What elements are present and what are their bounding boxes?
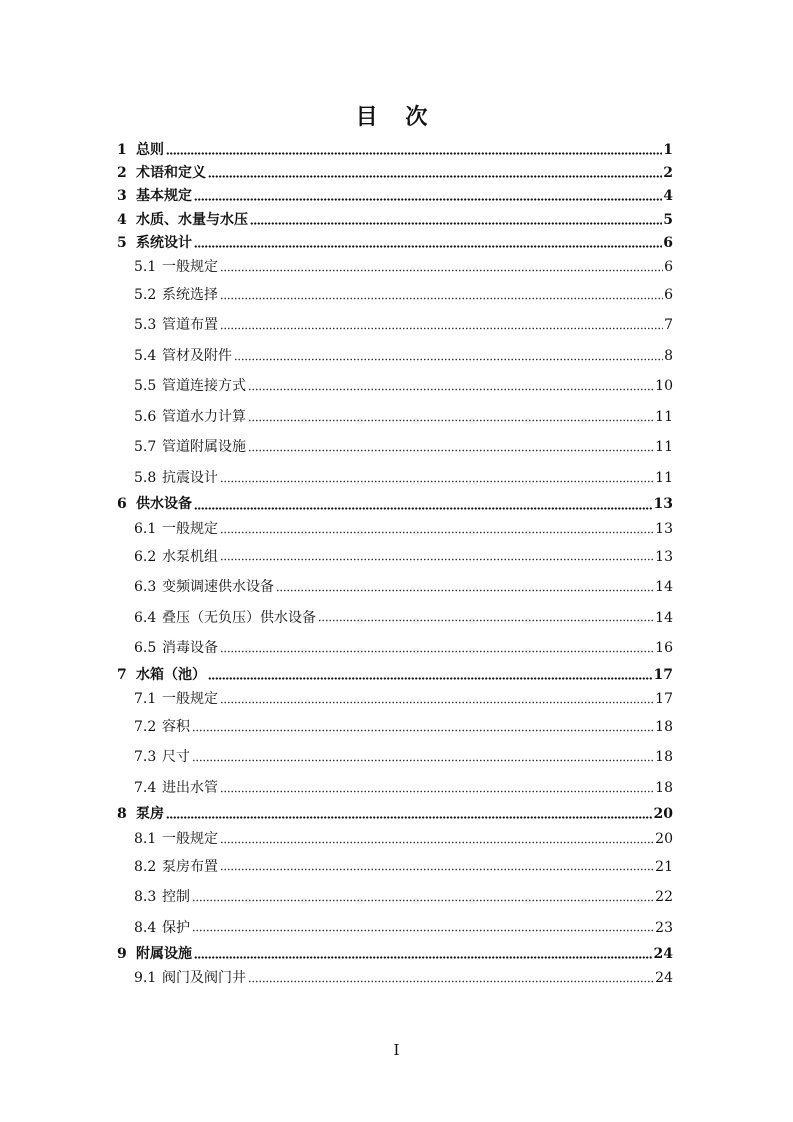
toc-page-number: 2: [663, 165, 673, 182]
dot-leader: [248, 443, 654, 452]
toc-page-number: 5: [663, 211, 673, 228]
toc-page-number: 8: [664, 347, 673, 364]
toc-entry-number: 5.3: [134, 317, 157, 334]
toc-chapter-row[interactable]: [117, 185, 673, 208]
toc-entry-title: 水箱（池）: [136, 666, 206, 683]
toc-page-number: 20: [655, 830, 673, 847]
toc-chapter-row[interactable]: [117, 803, 673, 826]
dot-leader: [276, 583, 654, 592]
toc-entry-title: 一般规定: [162, 520, 218, 537]
toc-entry-number: 9: [117, 946, 127, 962]
toc-page-number: 7: [664, 317, 673, 334]
table-of-contents: [117, 139, 673, 991]
toc-section-row[interactable]: [117, 827, 673, 852]
toc-entry-number: 6.4: [134, 609, 157, 626]
toc-page-number: 18: [655, 779, 673, 796]
dot-leader: [220, 321, 663, 330]
dot-leader: [192, 723, 654, 732]
toc-page-number: 16: [655, 640, 673, 657]
toc-entry-number: 8: [117, 806, 127, 823]
toc-entry-number: 9.1: [134, 970, 157, 987]
toc-entry-number: 6: [117, 496, 127, 513]
toc-chapter-row[interactable]: [117, 943, 673, 966]
toc-entry-title: 一般规定: [162, 258, 218, 275]
dot-leader: [248, 382, 654, 391]
toc-chapter-row[interactable]: [117, 493, 673, 516]
toc-section-row[interactable]: [117, 687, 673, 712]
toc-entry-title: 控制: [162, 889, 190, 905]
toc-page-number: 13: [653, 496, 673, 513]
dot-leader: [166, 810, 653, 819]
toc-entry-number: 8.1: [134, 830, 157, 847]
toc-entry-title: 叠压（无负压）供水设备: [162, 609, 316, 626]
toc-entry-number: 7.1: [134, 690, 157, 707]
toc-entry-title: 泵房布置: [162, 858, 218, 875]
toc-entry-number: 2: [117, 165, 127, 182]
toc-section-row[interactable]: [117, 603, 673, 634]
toc-entry-number: 5.5: [134, 378, 157, 395]
toc-entry-title: 水质、水量与水压: [136, 211, 248, 228]
toc-entry-title: 管材及附件: [162, 347, 232, 364]
toc-section-row[interactable]: [117, 882, 673, 913]
toc-section-row[interactable]: [117, 280, 673, 311]
toc-page-number: 11: [655, 408, 673, 425]
dot-leader: [220, 291, 663, 300]
toc-entry-title: 抗震设计: [162, 469, 218, 486]
toc-entry-title: 基本规定: [136, 188, 192, 205]
toc-section-row[interactable]: [117, 572, 673, 603]
toc-entry-title: 管道水力计算: [162, 408, 246, 425]
toc-section-row[interactable]: [117, 966, 673, 991]
dot-leader: [194, 239, 662, 248]
toc-page-number: 14: [655, 579, 673, 596]
toc-entry-number: 5.1: [134, 258, 157, 275]
toc-section-row[interactable]: [117, 773, 673, 804]
dot-leader: [220, 695, 654, 704]
toc-page-number: 23: [655, 919, 673, 936]
toc-entry-title: 供水设备: [136, 496, 192, 513]
toc-entry-number: 6.5: [134, 640, 157, 657]
dot-leader: [208, 671, 653, 680]
dot-leader: [208, 169, 662, 178]
toc-chapter-row[interactable]: [117, 139, 673, 162]
toc-page-number: 18: [655, 718, 673, 735]
toc-page-number: 21: [655, 858, 673, 875]
toc-page-number: 14: [655, 609, 673, 626]
toc-section-row[interactable]: [117, 542, 673, 573]
toc-page-number: 13: [655, 520, 673, 537]
toc-entry-number: 8.4: [134, 919, 157, 936]
toc-entry-number: 5.6: [134, 408, 157, 425]
toc-entry-number: 3: [117, 188, 127, 205]
page-number-footer: I: [393, 1041, 400, 1059]
toc-page-number: 1: [663, 142, 673, 158]
dot-leader: [220, 644, 654, 653]
toc-section-row[interactable]: [117, 371, 673, 402]
dot-leader: [192, 923, 654, 932]
toc-entry-title: 尺寸: [162, 749, 190, 766]
toc-page-number: 17: [653, 666, 673, 683]
dot-leader: [220, 552, 654, 561]
toc-section-row[interactable]: [117, 432, 673, 463]
toc-entry-number: 5.4: [134, 347, 157, 364]
toc-entry-title: 术语和定义: [136, 165, 206, 182]
toc-entry-number: 7: [117, 666, 127, 683]
toc-entry-title: 管道连接方式: [162, 378, 246, 395]
toc-entry-title: 管道附属设施: [162, 439, 246, 456]
toc-entry-number: 5: [117, 234, 127, 251]
toc-entry-number: 8.2: [134, 858, 157, 875]
dot-leader: [220, 862, 654, 871]
dot-leader: [250, 216, 662, 225]
toc-entry-number: 6.3: [134, 579, 157, 596]
dot-leader: [192, 893, 654, 902]
toc-section-row[interactable]: [117, 742, 673, 773]
dot-leader: [220, 835, 654, 844]
toc-entry-number: 4: [117, 211, 127, 228]
toc-entry-title: 管道布置: [162, 317, 218, 334]
toc-entry-title: 总则: [136, 142, 164, 158]
dot-leader: [220, 263, 663, 272]
toc-section-row[interactable]: [117, 341, 673, 372]
toc-entry-number: 8.3: [134, 889, 157, 905]
toc-entry-number: 5.7: [134, 439, 157, 456]
toc-entry-title: 附属设施: [136, 946, 192, 962]
dot-leader: [194, 192, 662, 201]
toc-chapter-row[interactable]: [117, 664, 673, 687]
dot-leader: [248, 974, 654, 983]
toc-page-number: 22: [655, 889, 673, 905]
toc-page-number: 20: [653, 806, 673, 823]
toc-section-row[interactable]: [117, 712, 673, 743]
dot-leader: [234, 352, 663, 361]
toc-entry-number: 7.3: [134, 749, 157, 766]
toc-entry-title: 阀门及阀门井: [162, 970, 246, 987]
dot-leader: [194, 501, 653, 510]
toc-section-row[interactable]: [117, 852, 673, 883]
dot-leader: [194, 950, 653, 959]
toc-section-row[interactable]: [117, 633, 673, 664]
toc-entry-number: 1: [117, 142, 127, 158]
toc-page-number: 24: [653, 946, 673, 962]
toc-page-number: 11: [655, 439, 673, 456]
toc-entry-number: 6.1: [134, 520, 157, 537]
toc-page-number: 11: [655, 469, 673, 486]
toc-chapter-row[interactable]: [117, 162, 673, 185]
toc-page-number: 18: [655, 749, 673, 766]
toc-chapter-row[interactable]: [117, 209, 673, 232]
toc-entry-number: 7.4: [134, 779, 157, 796]
toc-section-row[interactable]: [117, 517, 673, 542]
toc-section-row[interactable]: [117, 913, 673, 944]
page-title: 目 次: [355, 104, 438, 130]
toc-entry-title: 水泵机组: [162, 548, 218, 565]
toc-page-number: 10: [655, 378, 673, 395]
toc-page-number: 4: [663, 188, 673, 205]
dot-leader: [220, 474, 654, 483]
dot-leader: [220, 525, 654, 534]
toc-page-number: 24: [655, 970, 673, 987]
toc-entry-title: 保护: [162, 919, 190, 936]
toc-entry-number: 7.2: [134, 718, 157, 735]
toc-section-row[interactable]: [117, 463, 673, 494]
toc-chapter-row[interactable]: [117, 232, 673, 255]
toc-entry-title: 变频调速供水设备: [162, 579, 274, 596]
dot-leader: [318, 613, 654, 622]
toc-entry-number: 6.2: [134, 548, 157, 565]
toc-entry-title: 容积: [162, 718, 190, 735]
toc-entry-number: 5.2: [134, 286, 157, 303]
toc-entry-number: 5.8: [134, 469, 157, 486]
toc-entry-title: 消毒设备: [162, 640, 218, 657]
toc-entry-title: 系统选择: [162, 286, 218, 303]
toc-entry-title: 一般规定: [162, 830, 218, 847]
toc-entry-title: 一般规定: [162, 690, 218, 707]
toc-entry-title: 泵房: [136, 806, 164, 823]
dot-leader: [248, 413, 654, 422]
toc-entry-title: 进出水管: [162, 779, 218, 796]
toc-section-row[interactable]: [117, 255, 673, 280]
toc-section-row[interactable]: [117, 402, 673, 433]
dot-leader: [220, 784, 654, 793]
toc-page-number: 6: [664, 258, 673, 275]
dot-leader: [166, 146, 662, 155]
toc-page-number: 6: [664, 286, 673, 303]
toc-section-row[interactable]: [117, 310, 673, 341]
toc-page-number: 13: [655, 548, 673, 565]
toc-page-number: 17: [655, 690, 673, 707]
dot-leader: [192, 753, 654, 762]
toc-entry-title: 系统设计: [136, 234, 192, 251]
toc-page-number: 6: [663, 234, 673, 251]
